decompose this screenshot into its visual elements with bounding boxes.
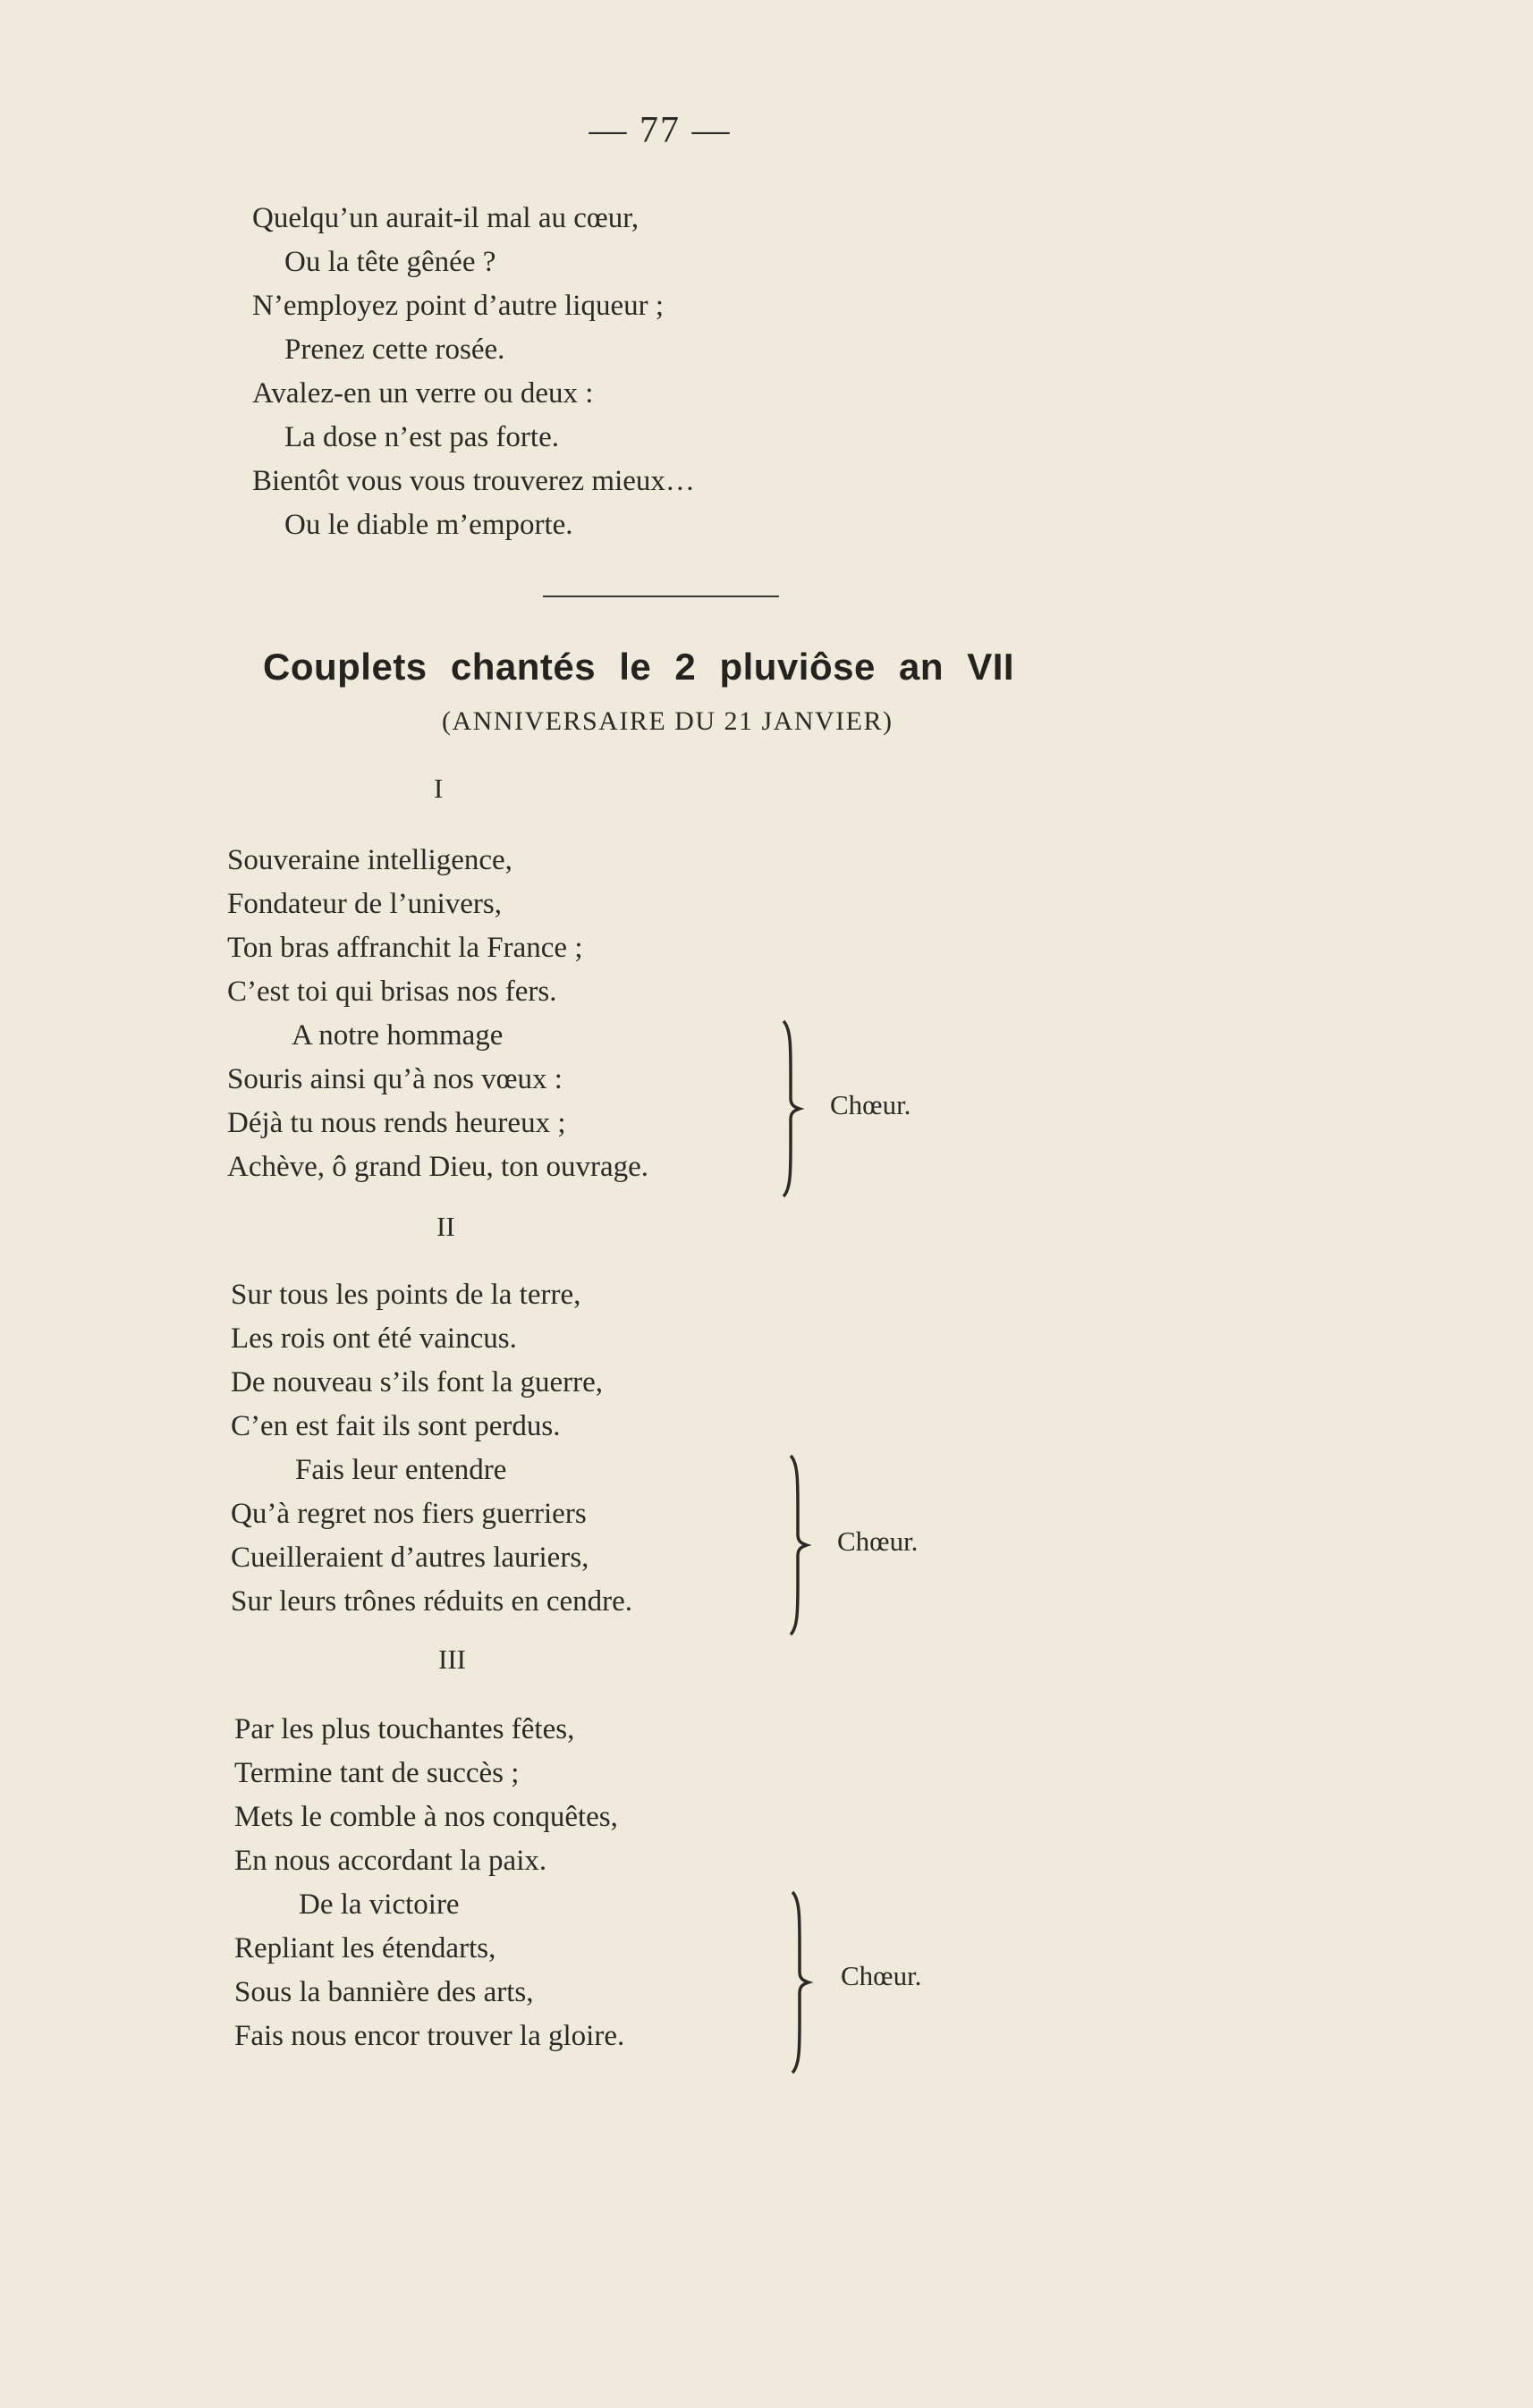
poem-ending	[252, 197, 695, 547]
section-title: Couplets chantés le 2 pluviôse an VII	[263, 646, 1015, 688]
poem-line: Ou la tête gênée ?	[284, 246, 496, 278]
verse-line: De la victoire	[299, 1888, 460, 1921]
verse-line: De nouveau s’ils font la guerre,	[231, 1366, 604, 1398]
verse-line: Achève, ô grand Dieu, ton ouvrage.	[227, 1151, 649, 1183]
verse-line: Fais nous encor trouver la gloire.	[234, 2020, 625, 2052]
verse-line: C’en est fait ils sont perdus.	[231, 1410, 561, 1442]
verse-line: A notre hommage	[292, 1019, 504, 1052]
stanza-numeral: I	[434, 773, 444, 804]
chorus-label: Chœur.	[837, 1525, 919, 1557]
stanza-numeral: III	[438, 1643, 466, 1675]
verse-line: Qu’à regret nos fiers guerriers	[231, 1498, 587, 1530]
chorus-label: Chœur.	[841, 1960, 922, 1991]
verse-line: Cueilleraient d’autres lauriers,	[231, 1542, 589, 1574]
poem-line: Ou le diable m’emporte.	[284, 509, 573, 541]
verse-line: Sur tous les points de la terre,	[231, 1279, 581, 1311]
chorus-brace	[780, 1019, 807, 1198]
verse-line: Repliant les étendarts,	[234, 1932, 496, 1964]
verse-line: Déjà tu nous rends heureux ;	[227, 1107, 566, 1139]
verse-line: Souris ainsi qu’à nos vœux :	[227, 1063, 563, 1095]
verse-line: Souveraine intelligence,	[227, 844, 512, 876]
chorus-brace	[787, 1454, 814, 1636]
verse-line: Par les plus touchantes fêtes,	[234, 1713, 575, 1745]
stanza	[227, 839, 648, 1189]
verse-line: Les rois ont été vaincus.	[231, 1322, 517, 1355]
verse-line: Fondateur de l’univers,	[227, 888, 503, 920]
verse-line: En nous accordant la paix.	[234, 1845, 547, 1877]
verse-line: C’est toi qui brisas nos fers.	[227, 976, 557, 1008]
chorus-brace	[789, 1890, 816, 2074]
verse-line: Sur leurs trônes réduits en cendre.	[231, 1585, 633, 1618]
stanza	[231, 1273, 632, 1624]
poem-line: Prenez cette rosée.	[284, 334, 505, 366]
verse-line: Sous la bannière des arts,	[234, 1976, 534, 2008]
poem-line: N’employez point d’autre liqueur ;	[252, 290, 665, 322]
page-number: — 77 —	[589, 110, 732, 151]
stanza-numeral: II	[436, 1211, 455, 1242]
section-subtitle: (ANNIVERSAIRE DU 21 JANVIER)	[442, 706, 894, 736]
poem-line: Avalez-en un verre ou deux :	[252, 377, 594, 410]
verse-line: Fais leur entendre	[295, 1454, 507, 1486]
section-divider	[543, 596, 779, 597]
verse-line: Termine tant de succès ;	[234, 1757, 520, 1789]
poem-line: Bientôt vous vous trouverez mieux…	[252, 465, 695, 497]
chorus-label: Chœur.	[830, 1089, 911, 1120]
verse-line: Ton bras affranchit la France ;	[227, 932, 583, 964]
verse-line: Mets le comble à nos conquêtes,	[234, 1801, 618, 1833]
poem-line: La dose n’est pas forte.	[284, 421, 559, 453]
stanza	[234, 1708, 624, 2058]
poem-line: Quelqu’un aurait-il mal au cœur,	[252, 202, 639, 234]
